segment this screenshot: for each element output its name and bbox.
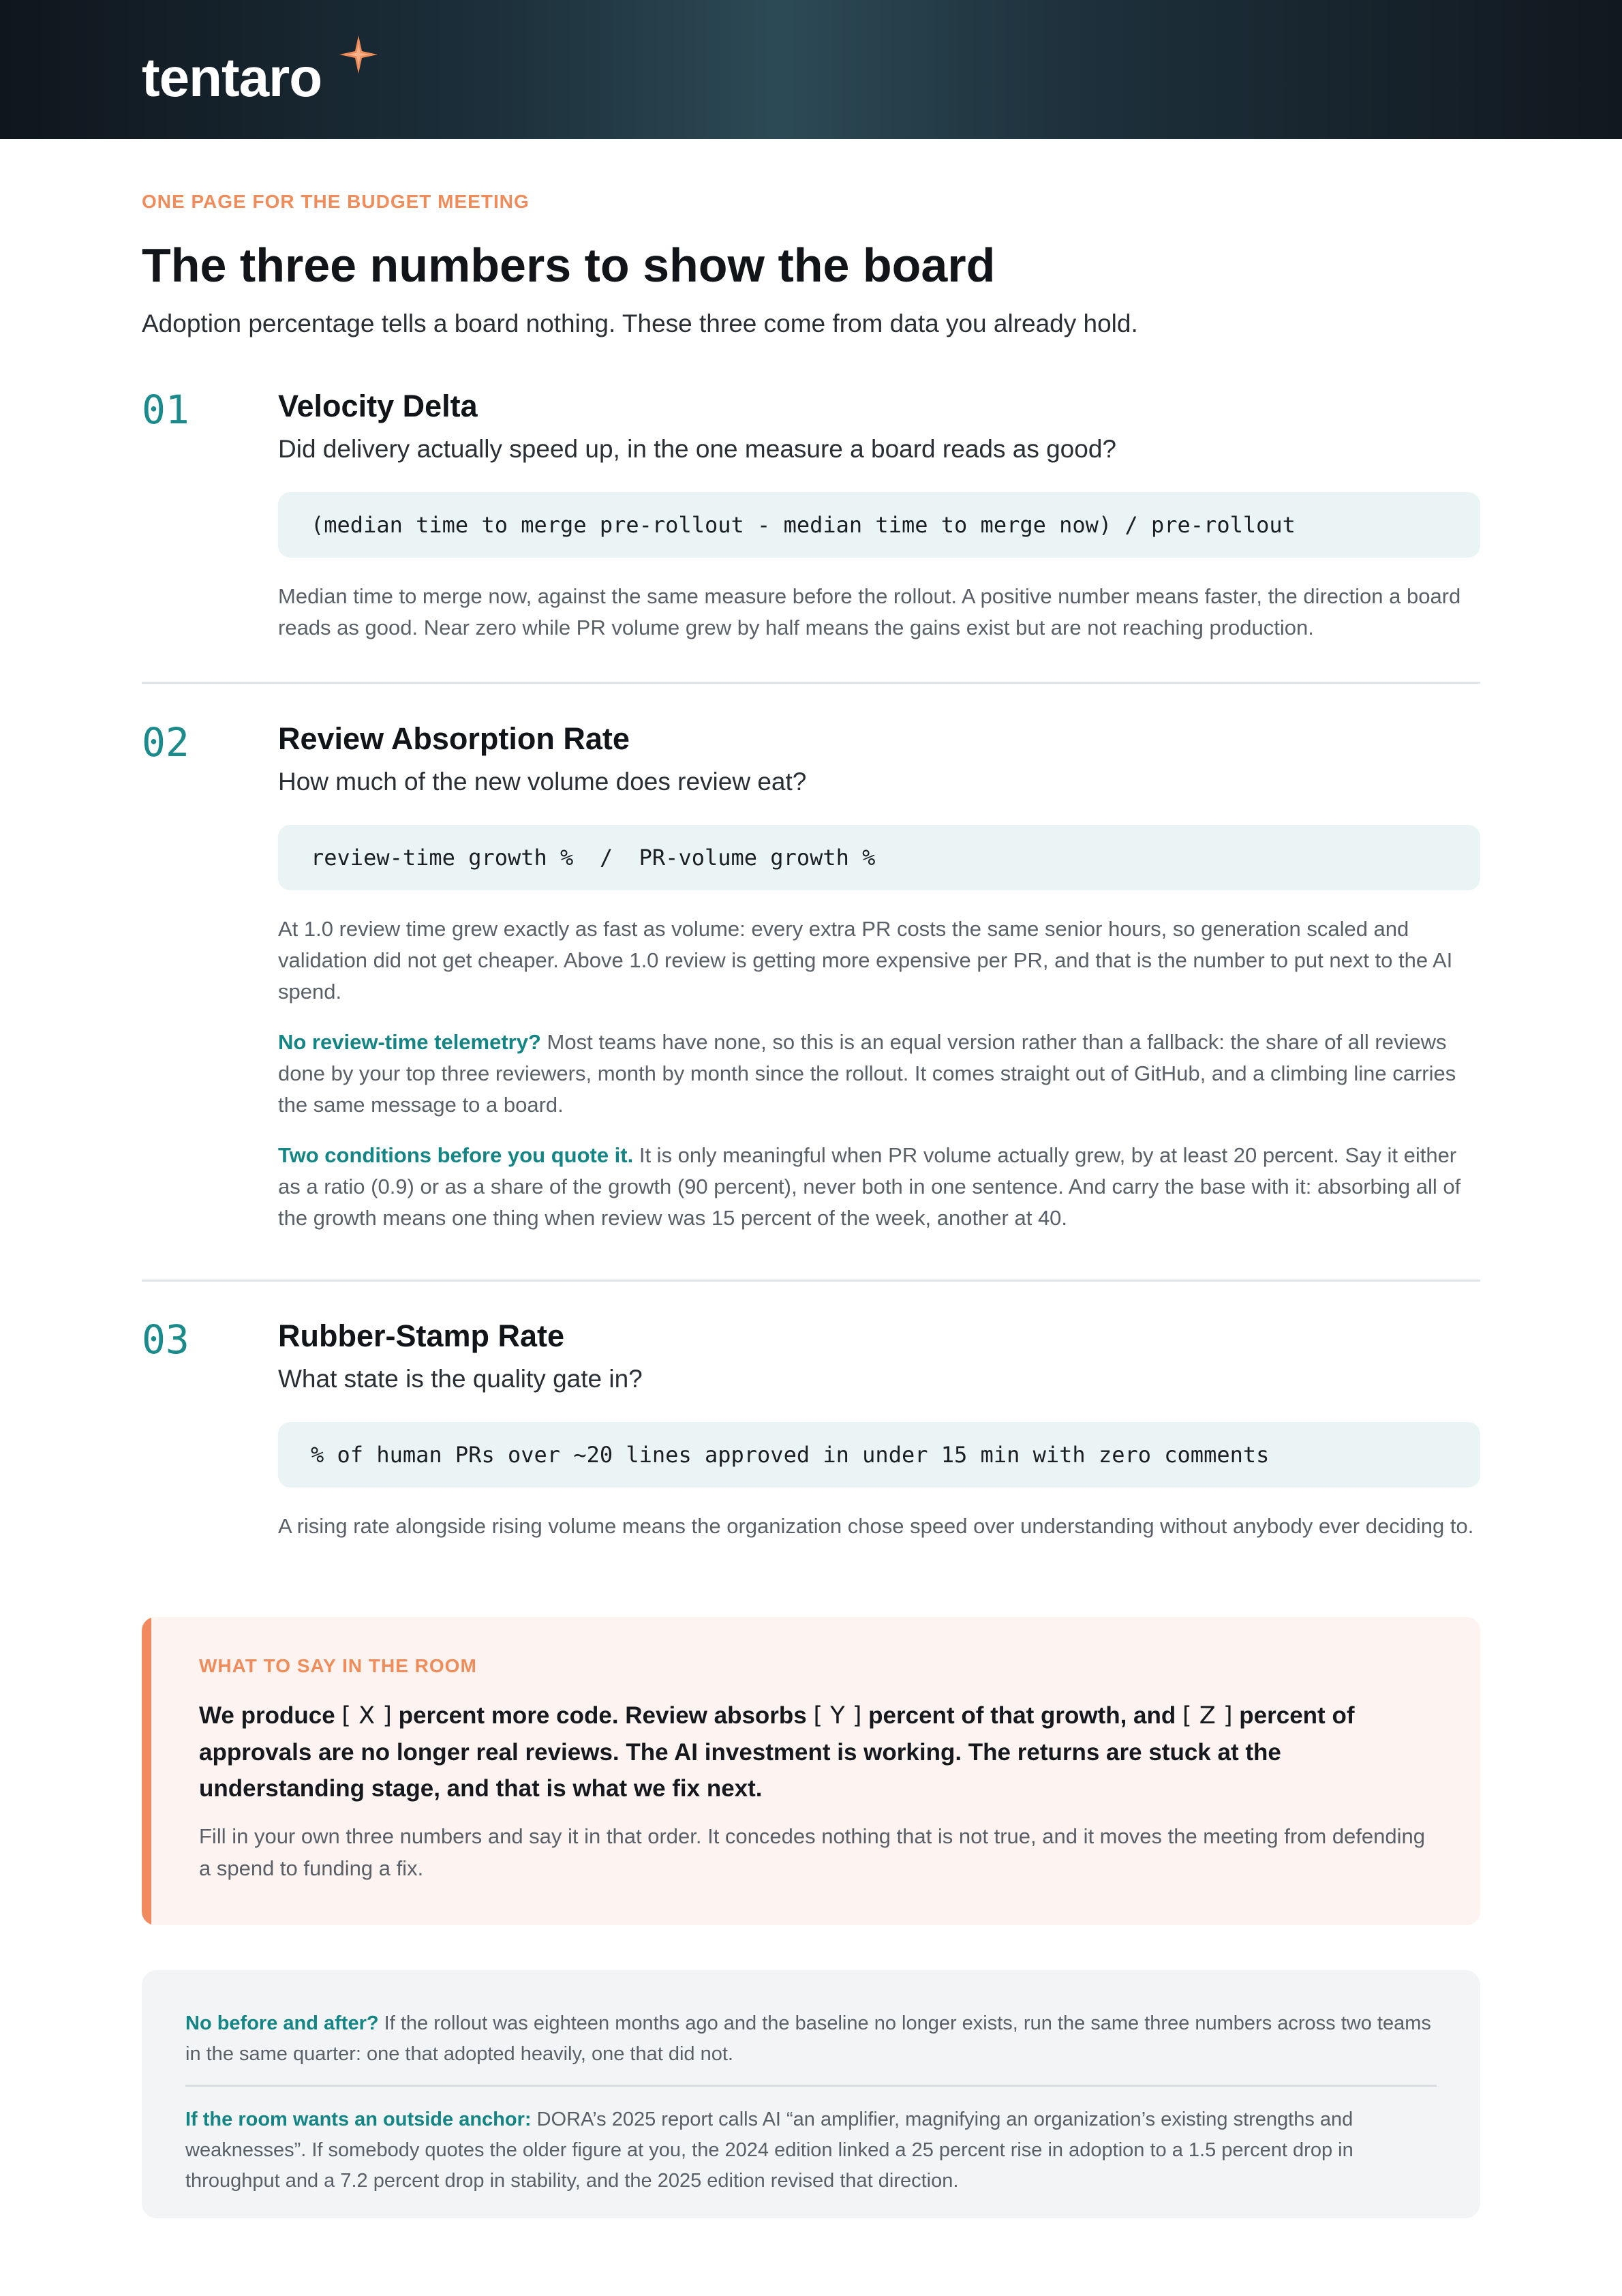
placeholder-x: [ X ] — [341, 1702, 392, 1729]
placeholder-z: [ Z ] — [1182, 1702, 1233, 1729]
paragraph-text: Median time to merge now, against the same measure before the rollout. A positive number means faster, the direction a board reads as good. Near zero while PR volume grew by half means the gains exist but are not reaching production. — [278, 584, 1461, 639]
paragraph-lead: No review-time telemetry? — [278, 1030, 541, 1054]
note-lead: If the room wants an outside anchor: — [185, 2109, 532, 2130]
footer-divider — [185, 2085, 1437, 2087]
callout-what-to-say — [142, 1617, 1480, 1925]
statement-text: percent more code. Review absorbs — [391, 1702, 814, 1729]
section-divider — [142, 682, 1480, 684]
section-title: Rubber-Stamp Rate — [278, 1318, 565, 1353]
page-subtitle: Adoption percentage tells a board nothing. These three come from data you already hold. — [142, 309, 1138, 337]
section-question: How much of the new volume does review eat? — [278, 768, 807, 796]
callout-content — [199, 1655, 1439, 1884]
section-number: 01 — [142, 387, 189, 433]
footer-content — [185, 2008, 1437, 2196]
section-paragraph — [278, 1027, 1480, 1121]
callout-eyebrow: WHAT TO SAY IN THE ROOM — [199, 1655, 477, 1676]
page-header — [0, 0, 1622, 139]
placeholder-y: [ Y ] — [813, 1702, 862, 1729]
sparkle-icon — [338, 34, 379, 75]
statement-text: percent of approvals are no longer real reviews. The AI investment is working. The returns are stuck at the understanding stage, and that is what we fix next. — [199, 1702, 1355, 1802]
paragraph-text: It is only meaningful when PR volume actually grew, by at least 20 percent. Say it either as a ratio (0.9) or as a share of the growth (90 percent), never both in one sentence. And carry the base with it: absorbing all of the growth means one thing when review was 15 percent of the week, another at 40. — [278, 1143, 1461, 1230]
paragraph-lead: Two conditions before you quote it. — [278, 1143, 634, 1167]
section-paragraph — [278, 1511, 1480, 1542]
brand-logo: tentaro — [142, 47, 322, 108]
section-paragraph — [278, 913, 1480, 1008]
paragraph-text: At 1.0 review time grew exactly as fast as volume: every extra PR costs the same senior hours, so generation scaled and validation did not get cheaper. Above 1.0 review is getting more expensive per PR, and that is the number to put next to the AI spend. — [278, 917, 1453, 1003]
section-number: 03 — [142, 1316, 189, 1363]
formula-box: review-time growth % / PR-volume growth % — [278, 825, 1480, 890]
footer-notes — [142, 1970, 1480, 2218]
note-lead: No before and after? — [185, 2012, 379, 2034]
note-text: If the rollout was eighteen months ago and the baseline no longer exists, run the same three numbers across two teams in the same quarter: one that adopted heavily, one that did not. — [185, 2012, 1431, 2065]
section-title: Velocity Delta — [278, 389, 478, 423]
footer-note-baseline — [185, 2008, 1437, 2070]
section-divider — [142, 1280, 1480, 1282]
section-paragraph — [278, 1140, 1480, 1234]
section-paragraph — [278, 581, 1480, 644]
section-number: 02 — [142, 719, 189, 766]
callout-statement — [199, 1697, 1439, 1807]
note-text: DORA’s 2025 report calls AI “an amplifier, magnifying an organization’s existing strengths and weaknesses”. If somebody quotes the older figure at you, the 2024 edition linked a 25 percent rise in adoption to a 1.5 percent drop in throughput and a 7.2 percent drop in stability, and the 2025 edition revised that direction. — [185, 2109, 1353, 2192]
section-body — [278, 386, 1480, 644]
statement-text: percent of that growth, and — [861, 1702, 1183, 1729]
eyebrow: ONE PAGE FOR THE BUDGET MEETING — [142, 191, 530, 212]
formula-box: (median time to merge pre-rollout - median time to merge now) / pre-rollout — [278, 492, 1480, 558]
section-question: What state is the quality gate in? — [278, 1365, 643, 1393]
section-body — [278, 1316, 1480, 1542]
paragraph-text: A rising rate alongside rising volume means the organization chose speed over understanding without anybody ever deciding to. — [278, 1514, 1474, 1538]
footer-note-anchor — [185, 2104, 1437, 2196]
paragraph-text: Most teams have none, so this is an equal version rather than a fallback: the share of all reviews done by your top three reviewers, month by month since the rollout. It comes straight out of GitHub, and a climbing line carries the same message to a board. — [278, 1030, 1456, 1117]
section-title: Review Absorption Rate — [278, 721, 630, 756]
section-question: Did delivery actually speed up, in the one measure a board reads as good? — [278, 435, 1116, 463]
statement-text: We produce — [199, 1702, 342, 1729]
page-title: The three numbers to show the board — [142, 239, 996, 292]
callout-note: Fill in your own three numbers and say it in that order. It concedes nothing that is not true, and it moves the meeting from defending a spend to funding a fix. — [199, 1824, 1425, 1880]
formula-box: % of human PRs over ~20 lines approved in under 15 min with zero comments — [278, 1422, 1480, 1487]
callout-accent-bar — [142, 1617, 151, 1925]
section-body — [278, 719, 1480, 1234]
